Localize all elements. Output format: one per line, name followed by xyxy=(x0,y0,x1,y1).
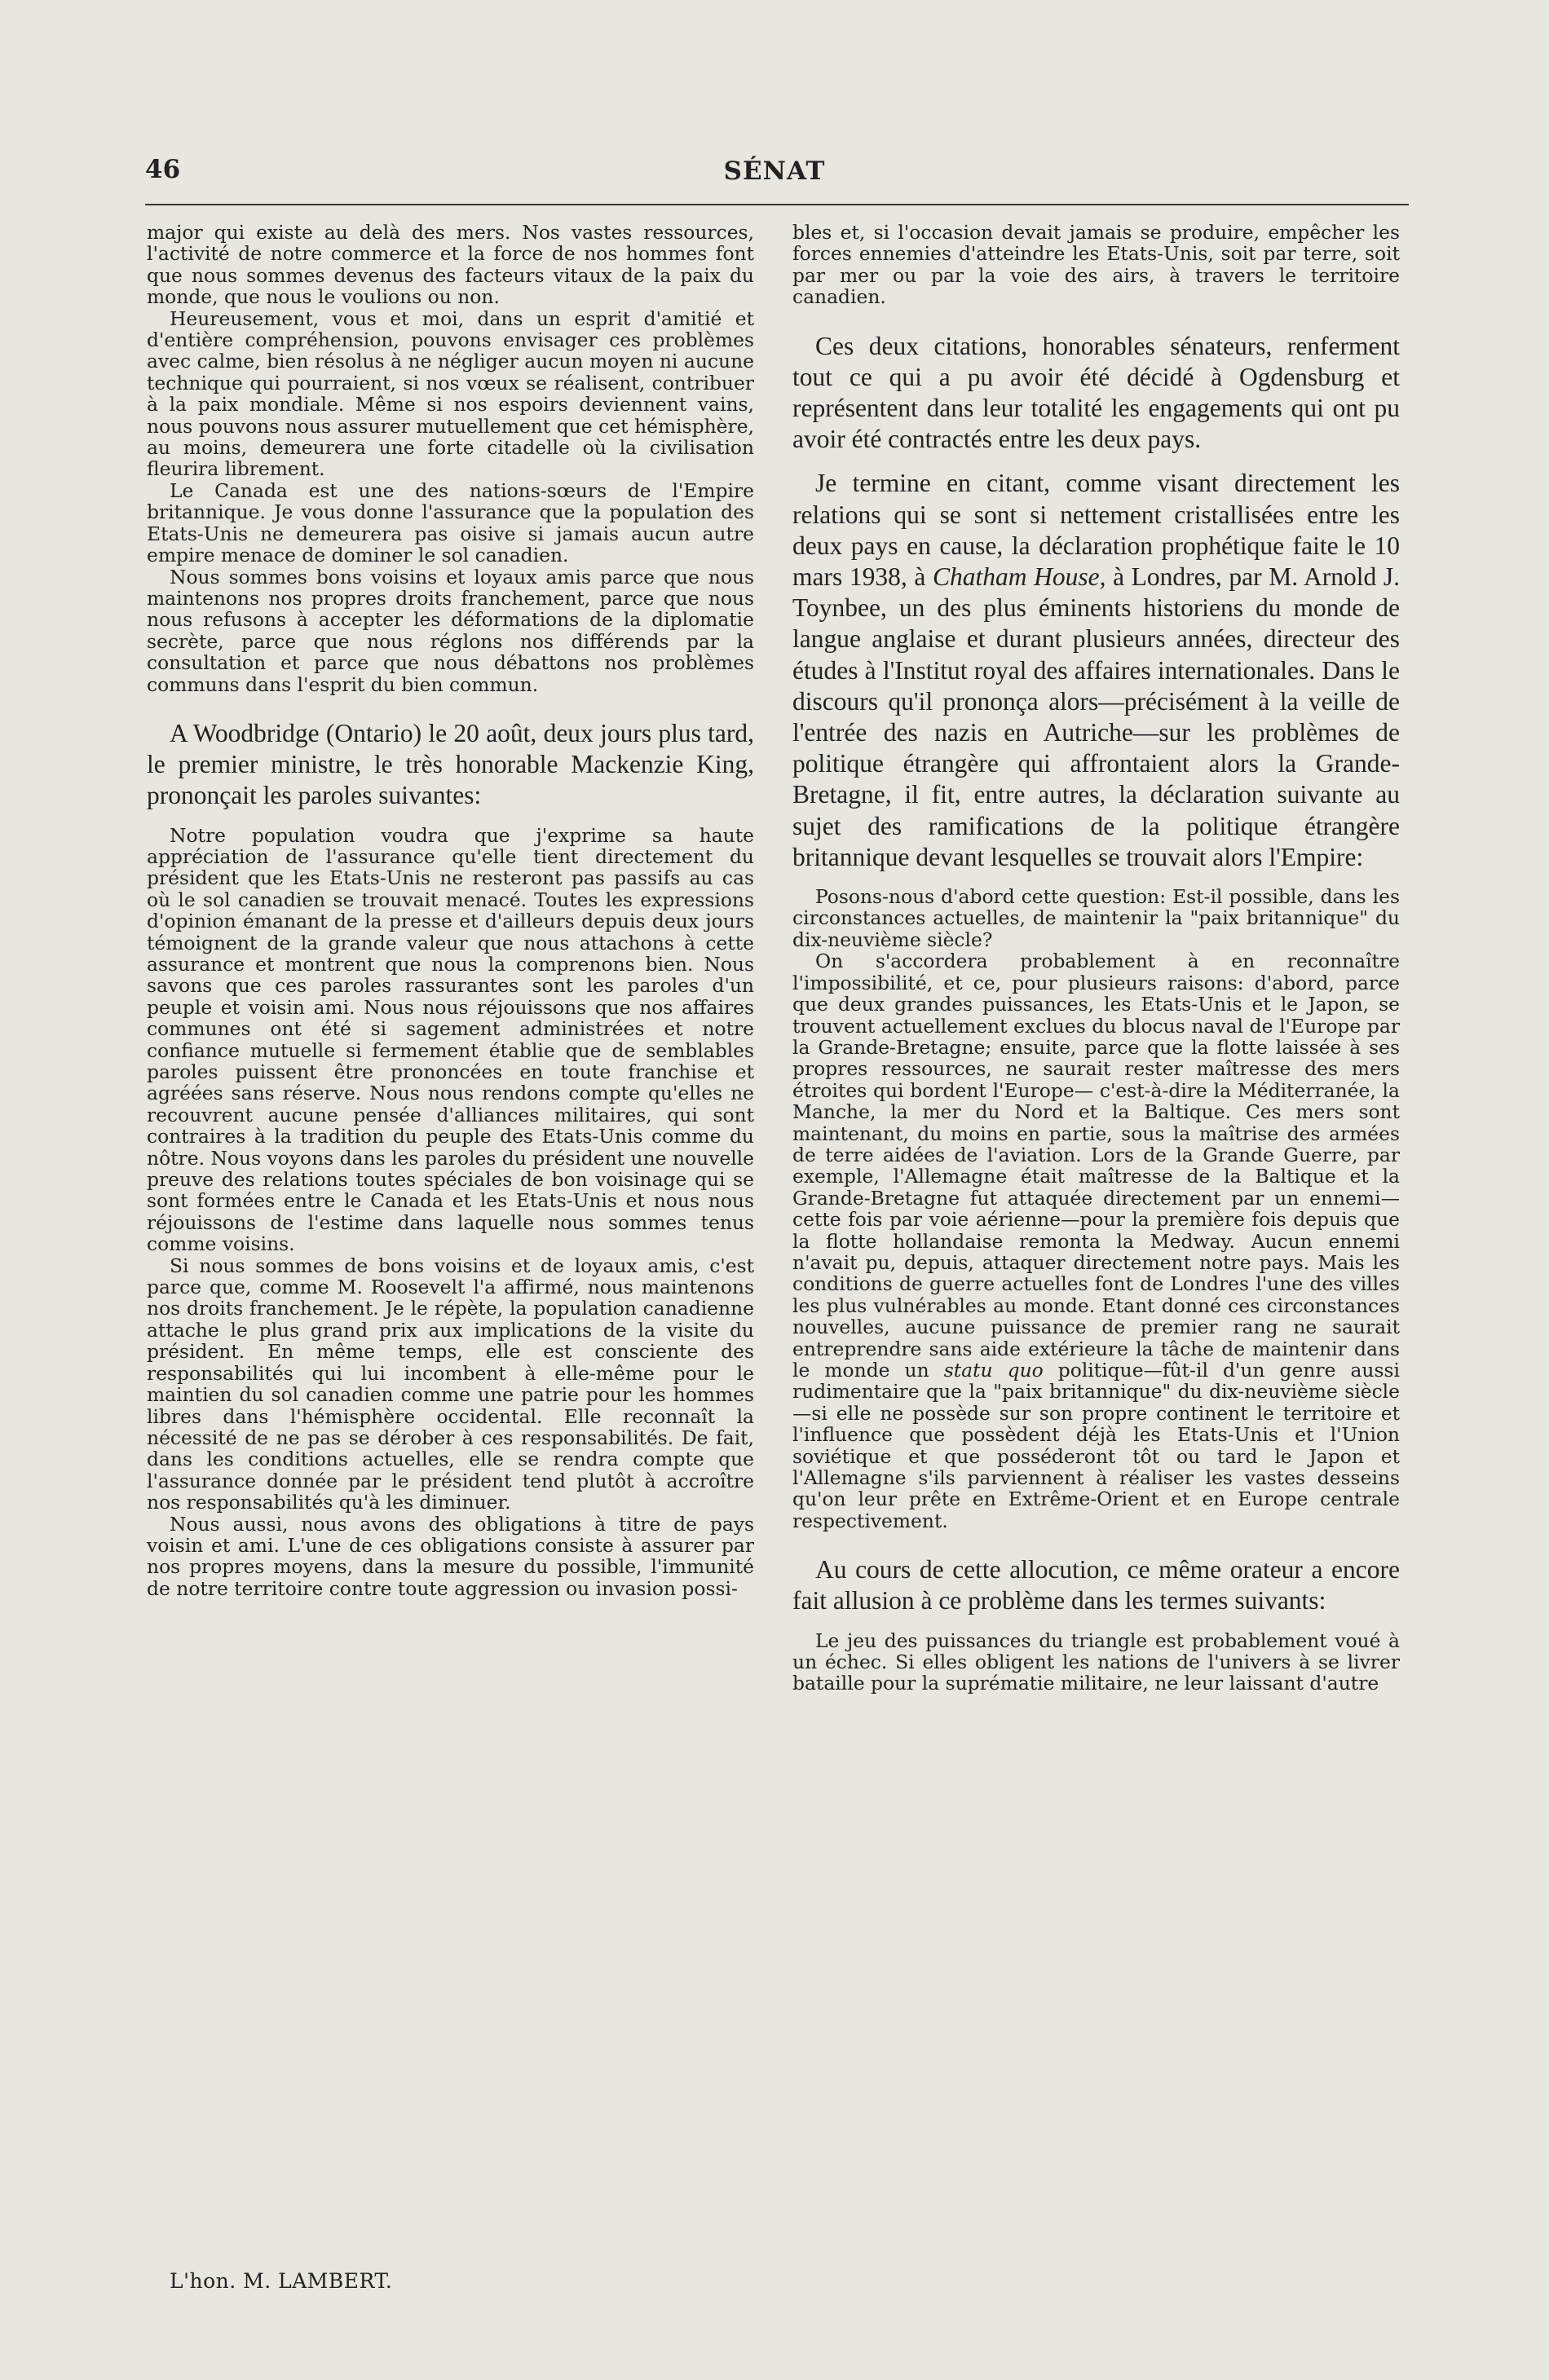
header-rule xyxy=(145,204,1409,205)
text-run: à Londres, par M. Arnold J. Toynbee, un des plus éminents historiens du monde de langue anglaise et durant plusieurs années, directeur des études à l'Institut royal des affaires internationales. Dans le discours qu'il prononça alors—précisément à la veille de l'entrée des nazis en Autriche—sur les problèmes de politique étrangère qui affrontaient alors la Grande-Bretagne, il fit, entre autres, la déclaration suivante au sujet des ramifications de la politique étrangère britannique devant lesquelles se trouvait alors l'Empire: xyxy=(792,562,1400,871)
paragraph: Nous sommes bons voisins et loyaux amis parce que nous maintenons nos propres droits franchement, parce que nous nous refusons à accepter les déformations de la diplomatie secrète, parce que nous réglons nos différends par la consultation et parce que nous débattons nos problèmes communs dans l'esprit du bien commun. xyxy=(147,565,754,696)
italic-run: statu quo xyxy=(943,1359,1044,1382)
right-column xyxy=(792,222,1400,2292)
paragraph: Le Canada est une des nations-sœurs de l'Empire britannique. Je vous donne l'assurance que la population des Etats-Unis ne demeurera pas oisive si jamais aucun autre empire menace de dominer le sol canadien. xyxy=(147,478,754,567)
text-run: politique—fût-il d'un genre aussi rudimentaire que la "paix britannique" du dix-neuvième siècle—si elle ne possède sur son propre continent le territoire et l'influence que possèdent déjà les Etats-Unis et l'Union soviétique et que posséderont tôt ou tard le Japon et l'Allemagne s'ils parviennent à réaliser les vastes desseins qu'on leur prête en Extrême-Orient et en Europe centrale respectivement. xyxy=(792,1359,1400,1532)
italic-run: Chatham House, xyxy=(932,562,1106,592)
paragraph: Si nous sommes de bons voisins et de loyaux amis, c'est parce que, comme M. Roosevelt l'a affirmé, nous maintenons nos droits franchement. Je le répète, la population canadienne attache le plus grand prix aux implications de la visite du président. En même temps, elle est consciente des responsabilités qui lui incombent à elle-même pour le maintien du sol canadien comme une patrie pour les hommes libres dans l'hémisphère occidental. Elle reconnaît la nécessité de ne pas se dérober à ces responsabilités. De fait, dans les conditions actuelles, elle se rendra compte que l'assurance donnée par le président tend plutôt à accroître nos responsabilités qu'à les diminuer. xyxy=(147,1254,754,1514)
paragraph: bles et, si l'occasion devait jamais se produire, empêcher les forces ennemies d'atteindre les Etats-Unis, soit par terre, soit par mer ou par la voie des airs, à travers le territoire canadien. xyxy=(792,222,1400,309)
paragraph: Posons-nous d'abord cette question: Est-il possible, dans les circonstances actuelles, de maintenir la "paix britannique" du dix-neuvième siècle? xyxy=(792,885,1400,951)
paragraph: Notre population voudra que j'exprime sa haute appréciation de l'assurance qu'elle tient directement du président que les Etats-Unis ne resteront pas passifs au cas où le sol canadien se trouvait menacé. Toutes les expressions d'opinion émanant de la presse et d'ailleurs depuis deux jours témoignent de la grande valeur que nous attachons à cette assurance et montrent que nous la comprenons bien. Nous savons que ces paroles rassurantes sont les paroles d'un peuple et voisin ami. Nous nous réjouissons que nos affaires communes ont été si sagement administrées et notre confiance mutuelle si fermement établie que de semblables paroles puissent être prononcées en toute franchise et agréées sans réserve. Nous nous rendons compte qu'elles ne recouvrent aucune pensée d'alliances militaires, qui sont contraires à la tradition du peuple des Etats-Unis comme du nôtre. Nous voyons dans les paroles du président une nouvelle preuve des relations toutes spéciales de bon voisinage qui se sont formées entre le Canada et les Etats-Unis et nous nous réjouissons de l'estime dans laquelle nous sommes tenus comme voisins. xyxy=(147,823,754,1256)
paragraph: Nous aussi, nous avons des obligations à titre de pays voisin et ami. L'une de ces obligations consiste à assurer par nos propres moyens, dans la mesure du possible, l'immunité de notre territoire contre toute aggression ou invasion possi- xyxy=(147,1512,754,1600)
paragraph: Ces deux citations, honorables sénateurs, renferment tout ce qui a pu avoir été décidé à Ogdensburg et représentent dans leur totalité les engagements qui ont pu avoir été contractés entre les deux pays. xyxy=(792,331,1400,454)
paragraph: major qui existe au delà des mers. Nos vastes ressources, l'activité de notre commerce et la force de nos hommes font que nous sommes devenus des facteurs vitaux de la paix du monde, que nous le voulions ou non. xyxy=(147,222,754,309)
speaker-footer: L'hon. M. LAMBERT. xyxy=(170,2269,393,2293)
paragraph: Le jeu des puissances du triangle est probablement voué à un échec. Si elles obligent les nations de l'univers à se livrer bataille pour la suprématie militaire, ne leur laissant d'autre xyxy=(792,1629,1400,1695)
paragraph xyxy=(792,950,1400,1532)
paragraph xyxy=(792,468,1400,873)
text-run: Je termine en citant, comme visant directement les relations qui se sont si nettement cristallisées entre les deux pays en cause, la déclaration prophétique faite le 10 mars 1938, à xyxy=(792,469,1400,592)
page-title: SÉNAT xyxy=(723,156,826,186)
text-run: On s'accordera probablement à en reconnaître l'impossibilité, et ce, pour plusieurs raisons: d'abord, parce que deux grandes puissances, les Etats-Unis et le Japon, se trouvent actuellement exclues du blocus naval de l'Europe par la Grande-Bretagne; ensuite, parce que la flotte laissée à ses propres ressources, ne saurait rester maîtresse des mers étroites qui bordent l'Europe— c'est-à-dire la Méditerranée, la Manche, la mer du Nord et la Baltique. Ces mers sont maintenant, du moins en partie, sous la maîtrise des armées de terre aidées de l'aviation. Lors de la Grande Guerre, par exemple, l'Allemagne était maîtresse de la Baltique et la Grande-Bretagne fut attaquée directement par un ennemi—cette fois par voie aérienne—pour la première fois depuis que la flotte hollandaise remonta la Medway. Aucun ennemi n'avait pu, depuis, attaquer directement notre pays. Mais les conditions de guerre actuelles font de Londres l'une des villes les plus vulnérables au monde. Etant donné ces circonstances nouvelles, aucune puissance de premier rang ne saurait entreprendre sans aide extérieure la tâche de maintenir dans le monde un xyxy=(792,950,1400,1382)
page-number: 46 xyxy=(145,155,181,184)
paragraph: Heureusement, vous et moi, dans un esprit d'amitié et d'entière compréhension, pouvons envisager ces problèmes avec calme, bien résolus à ne négliger aucun moyen ni aucune technique qui pourraient, si nos vœux se réalisent, contribuer à la paix mondiale. Même si nos espoirs deviennent vains, nous pouvons nous assurer mutuellement que cet hémisphère, au moins, demeurera une forte citadelle où la civilisation fleurira librement. xyxy=(147,306,754,481)
paragraph: Au cours de cette allocution, ce même orateur a encore fait allusion à ce problème dans les termes suivants: xyxy=(792,1555,1400,1615)
paragraph: A Woodbridge (Ontario) le 20 août, deux jours plus tard, le premier ministre, le très honorable Mackenzie King, prononçait les paroles suivantes: xyxy=(147,718,754,810)
left-column xyxy=(147,222,754,2292)
